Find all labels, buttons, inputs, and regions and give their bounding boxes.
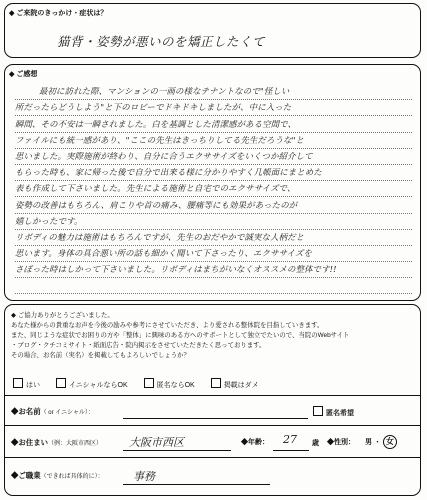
address-value: 大阪市西区 [129,436,184,449]
reason-section [4,3,421,58]
impression-line: リボディの魅力は施術はもちろんですが、先生のおだやかで誠実な人柄だと [15,230,412,246]
job-label: ◆ご職業（できれば具体的に）： [11,471,104,480]
job-value: 事務 [133,470,155,483]
job-field[interactable] [123,484,270,485]
consent-text: ◆ ご協力ありがとうございました。 あなた様からの貴重なお声を今後の励みや参考にさせていただき、より愛される整体院を目指していきます。 また、同じような症状でお困りの方や「整体」に興味のある方へのサポートとして独立でたいので、当院のWebサイト ・ブログ・クチコミサイト・紙面広告・院内掲示をさせていただきたく思っております。 その場合、お名前（実名）を掲載してもよろしいでしょうか？ [11,312,350,359]
checkbox[interactable] [211,378,221,388]
consent-options [13,378,273,390]
diamond-icon: ◆ [11,312,16,319]
option-no-publish[interactable]: 掲載はダメ [211,378,259,390]
job-row [5,457,420,496]
address-label: ◆お住まい（例：大阪市西区） [11,438,102,447]
impression-lines [15,84,412,294]
diamond-icon: ◆ [11,438,19,447]
gender-separator: ・ [373,439,381,446]
reason-header: ◆ ご来院のきっかけ・症状は？ [9,10,108,17]
name-field[interactable] [123,418,308,419]
diamond-icon: ◆ [327,439,334,446]
impression-line: さぼった時はしかって下さいました。リボディはまちがいなくオススメの整体です!! [15,262,412,278]
impression-line: 表も作成して下さいました。先生による施術と自宅でのエクササイズで、 [15,181,412,197]
age-value: 27 [283,433,297,446]
checkbox[interactable] [13,378,23,388]
option-yes[interactable]: はい [13,378,40,390]
name-label: ◆お名前（ or イニシャル）： [11,407,94,416]
gender-options[interactable] [365,435,397,449]
age-field[interactable] [273,450,309,451]
gender-label: ◆性別： [327,439,355,446]
option-anonymous[interactable]: 匿名ならOK [144,378,195,390]
diamond-icon: ◆ [241,439,248,446]
impression-line: ファイルにも統一感があり、"ここの先生はきっちりしてる先生だろうな"と [15,133,412,149]
impression-line: 最初に訪れた際、マンションの一画の様なテナントなので"怪しい [15,84,412,100]
impression-line: 思います。身体の具合悪い所の話も細かく聞いて下さったり、エクササイズを [15,246,412,262]
checkbox[interactable] [313,406,323,416]
checkbox[interactable] [144,378,154,388]
age-unit: 歳 [312,440,319,447]
consent-section [4,304,421,496]
address-field[interactable] [123,450,231,451]
checkbox[interactable] [56,378,66,388]
gender-male[interactable]: 男 [365,439,372,446]
impression-line: 瞬間、その不安は一瞬されました。白を基調とした清潔感がある空間で、 [15,116,412,132]
diamond-icon: ◆ [11,471,19,480]
anonymous-option[interactable]: 匿名希望 [313,406,354,418]
diamond-icon: ◆ [9,71,15,78]
impression-section [4,64,421,301]
impression-line: 嬉しかったです。 [15,214,412,230]
reason-answer: 猫背・姿勢が悪いのを矯正したくて [57,34,266,49]
name-row [5,395,420,426]
diamond-icon: ◆ [11,407,19,416]
impression-line [15,278,412,294]
age-label: ◆年齢： [241,439,269,446]
gender-female-selected[interactable]: 女 [383,435,397,449]
impression-line: 姿勢の改善はもちろん、肩こりや首の痛み、腰痛等にも効果があったのが [15,197,412,213]
impression-line: 思いました。実際施術が終わり、自分に合うエクササイズをいくつか紹介して [15,149,412,165]
diamond-icon: ◆ [9,10,15,17]
option-initials[interactable]: イニシャルならOK [56,378,128,390]
impression-line: 所だったらどうしよう"と下のロビーでドキドキしましたが、中に入った [15,100,412,116]
address-row [5,425,420,458]
impression-line: もらった時も、家に帰った後で自分で出来る様に分かりやすく几帳面にまとめた [15,165,412,181]
impression-header: ◆ ご感想 [9,71,38,78]
